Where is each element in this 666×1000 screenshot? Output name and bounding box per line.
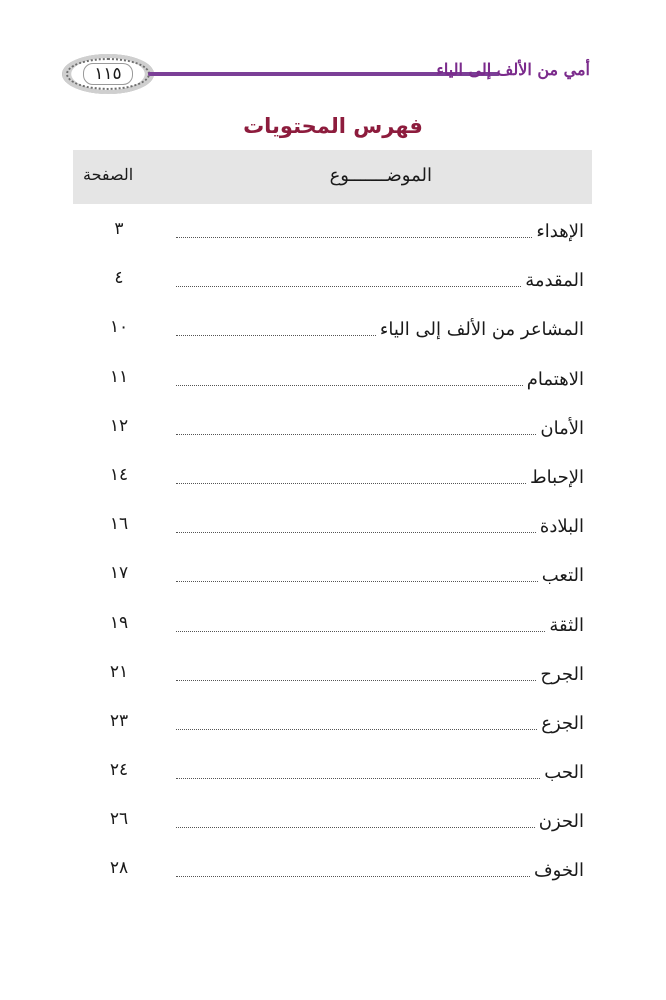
entry-title: الاهتمام [526,368,584,390]
entry-page: ١٩ [109,612,129,633]
dot-leader [176,876,530,877]
entry-page: ٢٤ [109,760,129,781]
entry-title: الإحباط [530,466,584,488]
entry-page: ٤ [114,268,124,289]
entry-page: ١٦ [109,514,129,535]
entry-page: ١٤ [109,464,129,485]
entry-page: ١١ [109,366,129,387]
toc-entry[interactable] [73,453,592,502]
toc-entry[interactable] [73,551,592,600]
topic-column-header: الموضـــــــوع [329,165,432,186]
entry-page: ٢٣ [109,710,129,731]
dot-leader [176,631,545,632]
dot-leader [176,532,536,533]
toc-entry[interactable] [73,404,592,453]
entry-page: ١٧ [109,563,129,584]
entry-title: الجزع [541,712,584,734]
toc-entry[interactable] [73,699,592,748]
page-header [56,46,590,102]
entry-page: ١٢ [109,415,129,436]
book-title: أمي من الألف إلى الياء [436,60,590,79]
dot-leader [176,827,535,828]
toc-entry[interactable] [73,355,592,404]
dot-leader [176,385,523,386]
toc-header-row [73,150,592,204]
dot-leader [176,483,526,484]
toc-entry[interactable] [73,601,592,650]
entry-page: ٣ [114,219,124,239]
toc-entry[interactable] [73,797,592,846]
dot-leader [176,335,376,336]
toc-entry[interactable] [73,305,592,354]
entry-title: المقدمة [525,270,584,292]
toc-title: فهرس المحتويات [243,114,423,138]
dot-leader [176,778,540,779]
page-number: ١١٥ [83,63,132,85]
entry-page: ١٠ [109,317,129,338]
page-column-header: الصفحة [83,165,134,184]
dot-leader [176,286,521,287]
entry-page: ٢٦ [109,809,129,830]
toc-entry[interactable] [73,256,592,305]
dot-leader [176,434,536,435]
entry-title: الحزن [538,811,584,833]
entry-title: الإهداء [536,221,584,242]
toc-entry[interactable] [73,846,592,895]
page-number-badge [62,54,154,94]
entry-title: المشاعر من الألف إلى الياء [379,319,584,341]
entry-title: البلادة [539,516,584,538]
toc-entry[interactable] [73,502,592,551]
entry-title: الثقة [549,614,584,636]
entry-title: الأمان [540,417,584,439]
dot-leader [176,581,538,582]
toc-entry[interactable] [73,207,592,256]
entry-page: ٢١ [109,661,129,682]
entry-page: ٢٨ [109,858,129,879]
dot-leader [176,680,536,681]
entry-title: الخوف [533,860,584,882]
toc-entry[interactable] [73,748,592,797]
entry-title: الجرح [540,663,584,685]
toc-entry[interactable] [73,650,592,699]
entry-title: الحب [544,762,584,784]
entry-title: التعب [541,565,584,587]
dot-leader [176,729,537,730]
dot-leader [176,237,532,238]
toc-list [73,207,592,896]
